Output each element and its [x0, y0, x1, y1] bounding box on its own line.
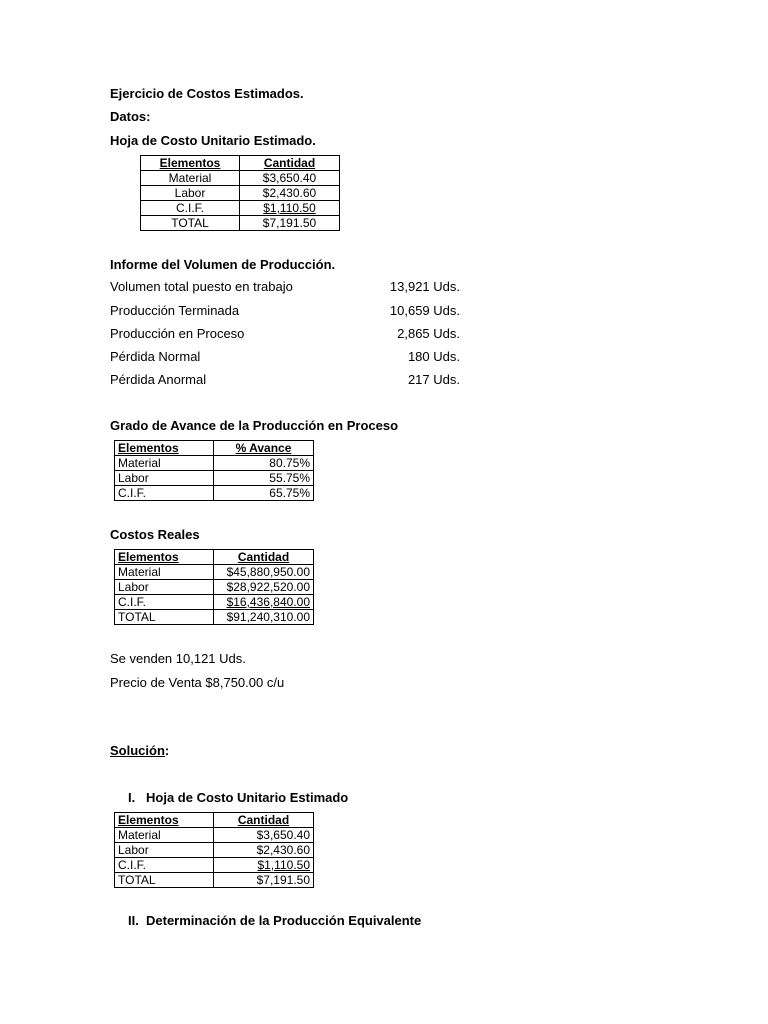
informe-label: Producción en Proceso: [110, 326, 245, 341]
table-row: [115, 580, 314, 595]
cell-cantidad: $3,650.40: [214, 828, 314, 843]
header-elementos: Elementos: [115, 813, 214, 828]
table-row: [141, 171, 340, 186]
header-elementos: Elementos: [115, 550, 214, 565]
informe-title: Informe del Volumen de Producción.: [110, 257, 336, 272]
table-row: [115, 595, 314, 610]
table-row: [141, 216, 340, 231]
cell-cantidad: $1,110.50: [240, 201, 340, 216]
informe-value: 13,921 Uds.: [389, 279, 460, 294]
se-venden-text: Se venden 10,121 Uds.: [110, 651, 246, 666]
cell-elemento: Material: [115, 456, 214, 471]
cell-cantidad: $45,880,950.00: [214, 565, 314, 580]
cell-elemento: TOTAL: [141, 216, 240, 231]
cell-elemento: Material: [115, 828, 214, 843]
informe-label: Volumen total puesto en trabajo: [110, 279, 293, 294]
header-elementos: Elementos: [141, 156, 240, 171]
cell-elemento: TOTAL: [115, 873, 214, 888]
table-row: [115, 471, 314, 486]
header-avance: % Avance: [214, 441, 314, 456]
cell-elemento: Labor: [115, 843, 214, 858]
table-row: [115, 565, 314, 580]
grado-title: Grado de Avance de la Producción en Proceso: [110, 418, 399, 433]
table-row: [115, 610, 314, 625]
cell-cantidad: $91,240,310.00: [214, 610, 314, 625]
header-cantidad: Cantidad: [214, 550, 314, 565]
cell-elemento: C.I.F.: [115, 486, 214, 501]
precio-venta-text: Precio de Venta $8,750.00 c/u: [110, 675, 285, 690]
cell-cantidad: $7,191.50: [214, 873, 314, 888]
table-row: [115, 456, 314, 471]
section-2-number: II.: [128, 913, 139, 928]
table-header-row: [115, 813, 314, 828]
cell-avance: 65.75%: [214, 486, 314, 501]
cell-cantidad: $28,922,520.00: [214, 580, 314, 595]
table-header-row: [115, 550, 314, 565]
section-1-number: I.: [128, 790, 136, 805]
cell-avance: 80.75%: [214, 456, 314, 471]
cell-cantidad: $1,110.50: [214, 858, 314, 873]
cell-elemento: Labor: [115, 580, 214, 595]
costos-reales-table: [114, 549, 314, 625]
header-cantidad: Cantidad: [240, 156, 340, 171]
section-1-title: Hoja de Costo Unitario Estimado: [146, 790, 349, 805]
document-title: Ejercicio de Costos Estimados.: [110, 86, 304, 101]
table-row: [115, 843, 314, 858]
costo-unitario-table: [140, 155, 340, 231]
table-row: [115, 873, 314, 888]
cell-elemento: C.I.F.: [115, 595, 214, 610]
table-row: [115, 858, 314, 873]
cell-elemento: Material: [115, 565, 214, 580]
solucion-label: Solución: [110, 743, 165, 758]
table-row: [141, 201, 340, 216]
cell-elemento: Labor: [141, 186, 240, 201]
informe-label: Pérdida Anormal: [110, 372, 207, 387]
cell-cantidad: $16,436,840.00: [214, 595, 314, 610]
header-cantidad: Cantidad: [214, 813, 314, 828]
informe-label: Pérdida Normal: [110, 349, 201, 364]
cell-cantidad: $3,650.40: [240, 171, 340, 186]
table-row: [115, 486, 314, 501]
cell-cantidad: $7,191.50: [240, 216, 340, 231]
cell-elemento: Material: [141, 171, 240, 186]
informe-value: 2,865 Uds.: [397, 326, 460, 341]
informe-label: Producción Terminada: [110, 303, 240, 318]
table-header-row: [115, 441, 314, 456]
header-elementos: Elementos: [115, 441, 214, 456]
table-header-row: [141, 156, 340, 171]
cell-avance: 55.75%: [214, 471, 314, 486]
cell-elemento: C.I.F.: [115, 858, 214, 873]
datos-label: Datos:: [110, 109, 151, 124]
solucion-costo-unitario-table: [114, 812, 314, 888]
cell-elemento: TOTAL: [115, 610, 214, 625]
grado-avance-table: [114, 440, 314, 501]
cell-cantidad: $2,430.60: [214, 843, 314, 858]
cell-elemento: Labor: [115, 471, 214, 486]
informe-value: 10,659 Uds.: [389, 303, 460, 318]
informe-value: 180 Uds.: [407, 349, 460, 364]
costos-title: Costos Reales: [110, 527, 200, 542]
solucion-heading: [110, 743, 169, 758]
table-row: [141, 186, 340, 201]
hoja-title: Hoja de Costo Unitario Estimado.: [110, 133, 316, 148]
table-row: [115, 828, 314, 843]
solucion-colon: :: [164, 743, 170, 758]
cell-cantidad: $2,430.60: [240, 186, 340, 201]
section-2-title: Determinación de la Producción Equivalente: [146, 913, 422, 928]
informe-value: 217 Uds.: [407, 372, 460, 387]
cell-elemento: C.I.F.: [141, 201, 240, 216]
